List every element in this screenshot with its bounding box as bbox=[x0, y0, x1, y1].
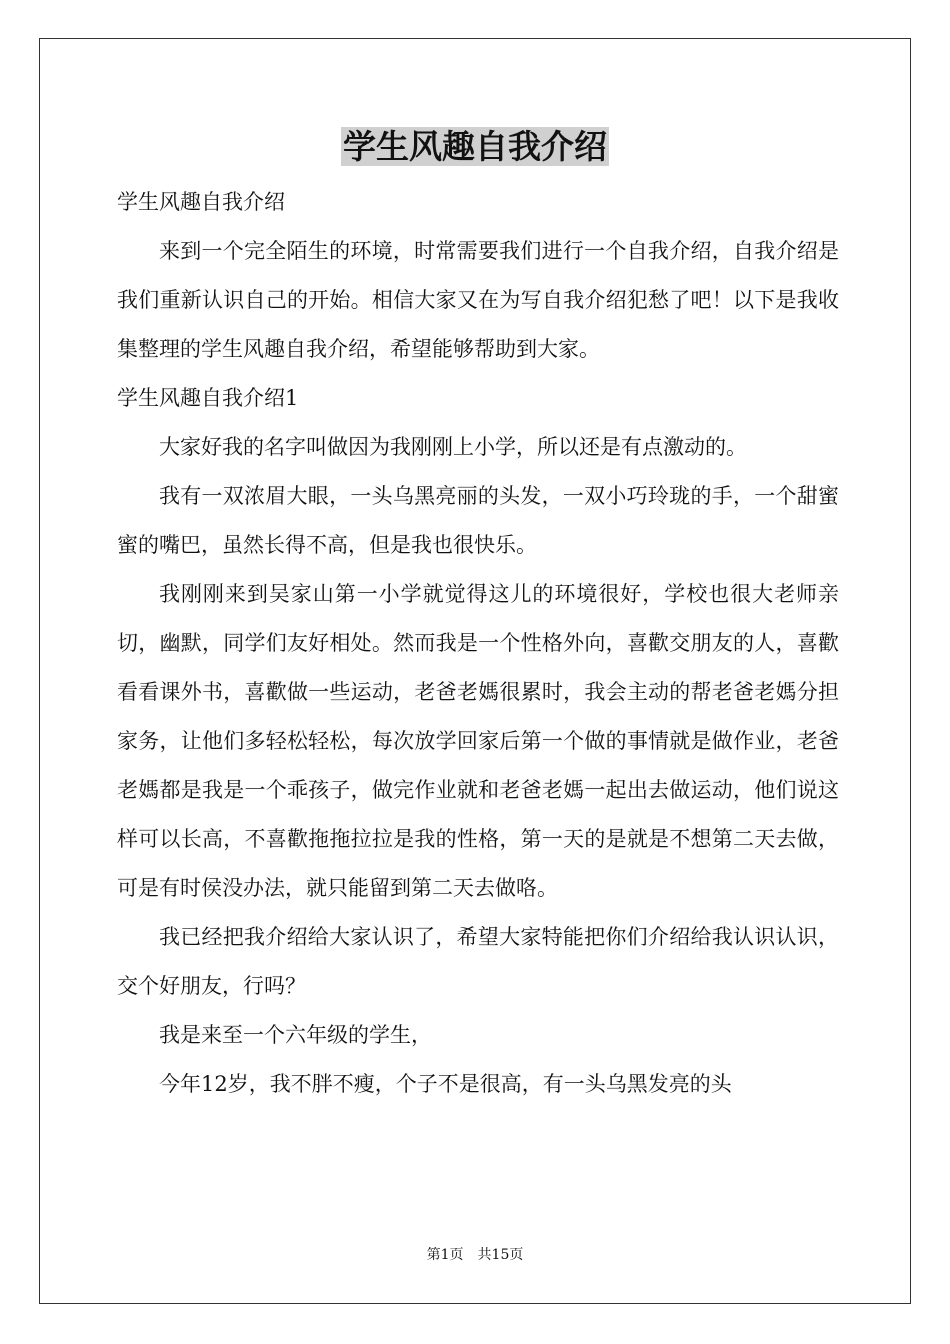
paragraph: 我已经把我介绍给大家认识了，希望大家特能把你们介绍给我认识认识，交个好朋友，行吗？ bbox=[117, 925, 839, 998]
paragraph: 我是来至一个六年级的学生， bbox=[159, 1023, 432, 1047]
document-title-text: 学生风趣自我介绍 bbox=[343, 127, 607, 166]
paragraph: 大家好我的名字叫做因为我刚刚上小学，所以还是有点激动的。 bbox=[159, 435, 747, 459]
page-footer: 第1页 共15页 bbox=[426, 1247, 524, 1263]
paragraph: 我有一双浓眉大眼，一头乌黑亮丽的头发，一双小巧玲珑的手，一个甜蜜蜜的嘴巴，虽然长得不高，但是我也很快乐。 bbox=[117, 484, 839, 557]
paragraph: 今年12岁，我不胖不瘦，个子不是很高，有一头乌黑发亮的头 bbox=[159, 1072, 732, 1096]
section-heading-1: 学生风趣自我介绍1 bbox=[117, 386, 299, 410]
paragraph-intro: 来到一个完全陌生的环境，时常需要我们进行一个自我介绍，自我介绍是我们重新认识自己的开始。相信大家又在为写自我介绍犯愁了吧！以下是我收集整理的学生风趣自我介绍，希望能够帮助到大家。 bbox=[117, 239, 839, 361]
document-title bbox=[0, 125, 950, 169]
paragraph-subtitle: 学生风趣自我介绍 bbox=[117, 190, 285, 214]
paragraph: 我刚刚来到吴家山第一小学就觉得这儿的环境很好，学校也很大老师亲切，幽默，同学们友好相处。然而我是一个性格外向，喜歡交朋友的人，喜歡看看课外书，喜歡做一些运动，老爸老媽很累时，我会主动的帮老爸老媽分担家务，让他们多轻松轻松，每次放学回家后第一个做的事情就是做作业，老爸老媽都是我是一个乖孩子，做完作业就和老爸老媽一起出去做运动，他们说这样可以长高，不喜歡拖拖拉拉是我的性格，第一天的是就是不想第二天去做，可是有时侯没办法，就只能留到第二天去做咯。 bbox=[117, 582, 839, 900]
document-body bbox=[117, 178, 839, 1109]
